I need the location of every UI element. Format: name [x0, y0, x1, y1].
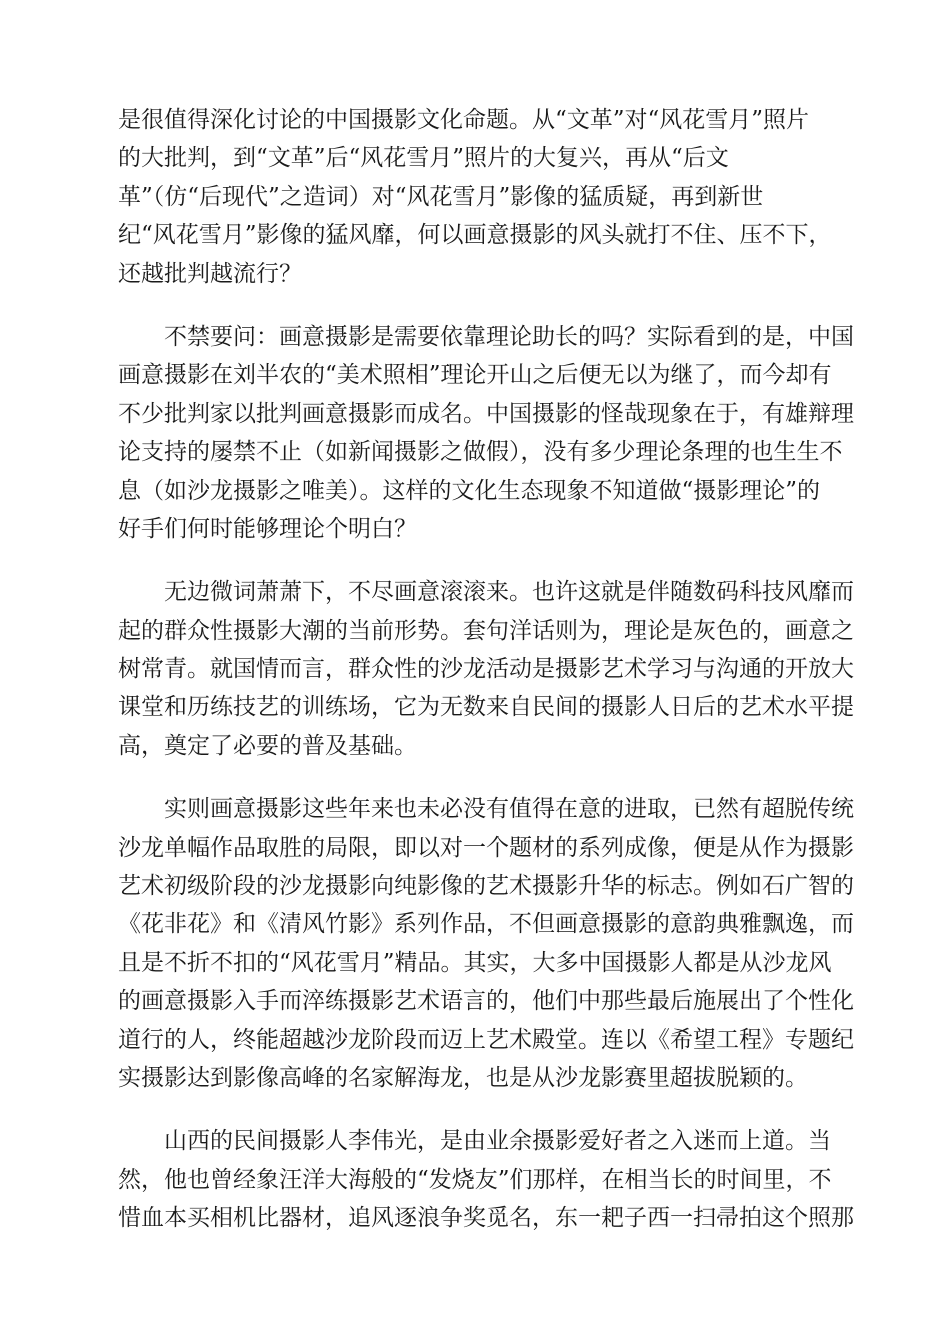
- text-line: 艺术初级阶段的沙龙摄影向纯影像的艺术摄影升华的标志。例如石广智的: [118, 873, 854, 900]
- paragraph-2: [118, 318, 854, 548]
- text-line: 纪“风花雪月”影像的猛风靡，何以画意摄影的风头就打不住、压不下，: [118, 222, 832, 249]
- text-line: 沙龙单幅作品取胜的局限，即以对一个题材的系列成像，便是从作为摄影: [118, 834, 854, 861]
- text-line: 《花非花》和《清风竹影》系列作品，不但画意摄影的意韵典雅飘逸，而: [118, 911, 854, 938]
- text-line: 息（如沙龙摄影之唯美）。这样的文化生态现象不知道做“摄影理论”的: [118, 477, 821, 504]
- text-line: 然，他也曾经象汪洋大海般的“发烧友”们那样，在相当长的时间里，不: [118, 1166, 832, 1193]
- text-line: 道行的人，终能超越沙龙阶段而迈上艺术殿堂。连以《希望工程》专题纪: [118, 1026, 854, 1053]
- text-line: 高，奠定了必要的普及基础。: [118, 732, 417, 759]
- text-line: 实则画意摄影这些年来也未必没有值得在意的进取，已然有超脱传统: [164, 796, 854, 823]
- text-line: 无边微词萧萧下，不尽画意滚滚来。也许这就是伴随数码科技风靡而: [164, 579, 854, 606]
- text-line: 的大批判，到“文革”后“风花雪月”照片的大复兴，再从“后文: [118, 145, 729, 172]
- text-line: 论支持的屡禁不止（如新闻摄影之做假），没有多少理论条理的也生生不: [118, 439, 843, 466]
- text-line: 起的群众性摄影大潮的当前形势。套句洋话则为，理论是灰色的，画意之: [118, 617, 854, 644]
- text-line: 的画意摄影入手而淬练摄影艺术语言的，他们中那些最后施展出了个性化: [118, 988, 854, 1015]
- text-line: 是很值得深化讨论的中国摄影文化命题。从“文革”对“风花雪月”照片: [118, 107, 810, 133]
- text-line: 好手们何时能够理论个明白？: [118, 515, 417, 542]
- text-line: 课堂和历练技艺的训练场，它为无数来自民间的摄影人日后的艺术水平提: [118, 694, 854, 721]
- text-line: 革”（仿“后现代”之造词）对“风花雪月”影像的猛质疑，再到新世: [118, 183, 764, 210]
- text-line: 不少批判家以批判画意摄影而成名。中国摄影的怪哉现象在于，有雄辩理: [118, 400, 854, 427]
- text-line: 树常青。就国情而言，群众性的沙龙活动是摄影艺术学习与沟通的开放大: [118, 656, 854, 683]
- text-line: 山西的民间摄影人李伟光，是由业余摄影爱好者之入迷而上道。当: [164, 1128, 831, 1155]
- paragraph-5: [118, 1122, 854, 1237]
- text-line: 且是不折不扣的“风花雪月”精品。其实，大多中国摄影人都是从沙龙风: [118, 949, 832, 976]
- body-text: [118, 101, 854, 1263]
- text-line: 不禁要问：画意摄影是需要依靠理论助长的吗？实际看到的是，中国: [164, 323, 854, 350]
- text-line: 惜血本买相机比器材，追风逐浪争奖觅名，东一耙子西一扫帚拍这个照那: [118, 1205, 854, 1232]
- text-line: 还越批判越流行？: [118, 260, 302, 287]
- paragraph-1: [118, 101, 838, 293]
- text-line: 实摄影达到影像高峰的名家解海龙，也是从沙龙影赛里超拔脱颖的。: [118, 1064, 808, 1091]
- paragraph-3: [118, 573, 854, 765]
- text-line: 画意摄影在刘半农的“美术照相”理论开山之后便无以为继了，而今却有: [118, 362, 832, 389]
- paragraph-4: [118, 790, 854, 1097]
